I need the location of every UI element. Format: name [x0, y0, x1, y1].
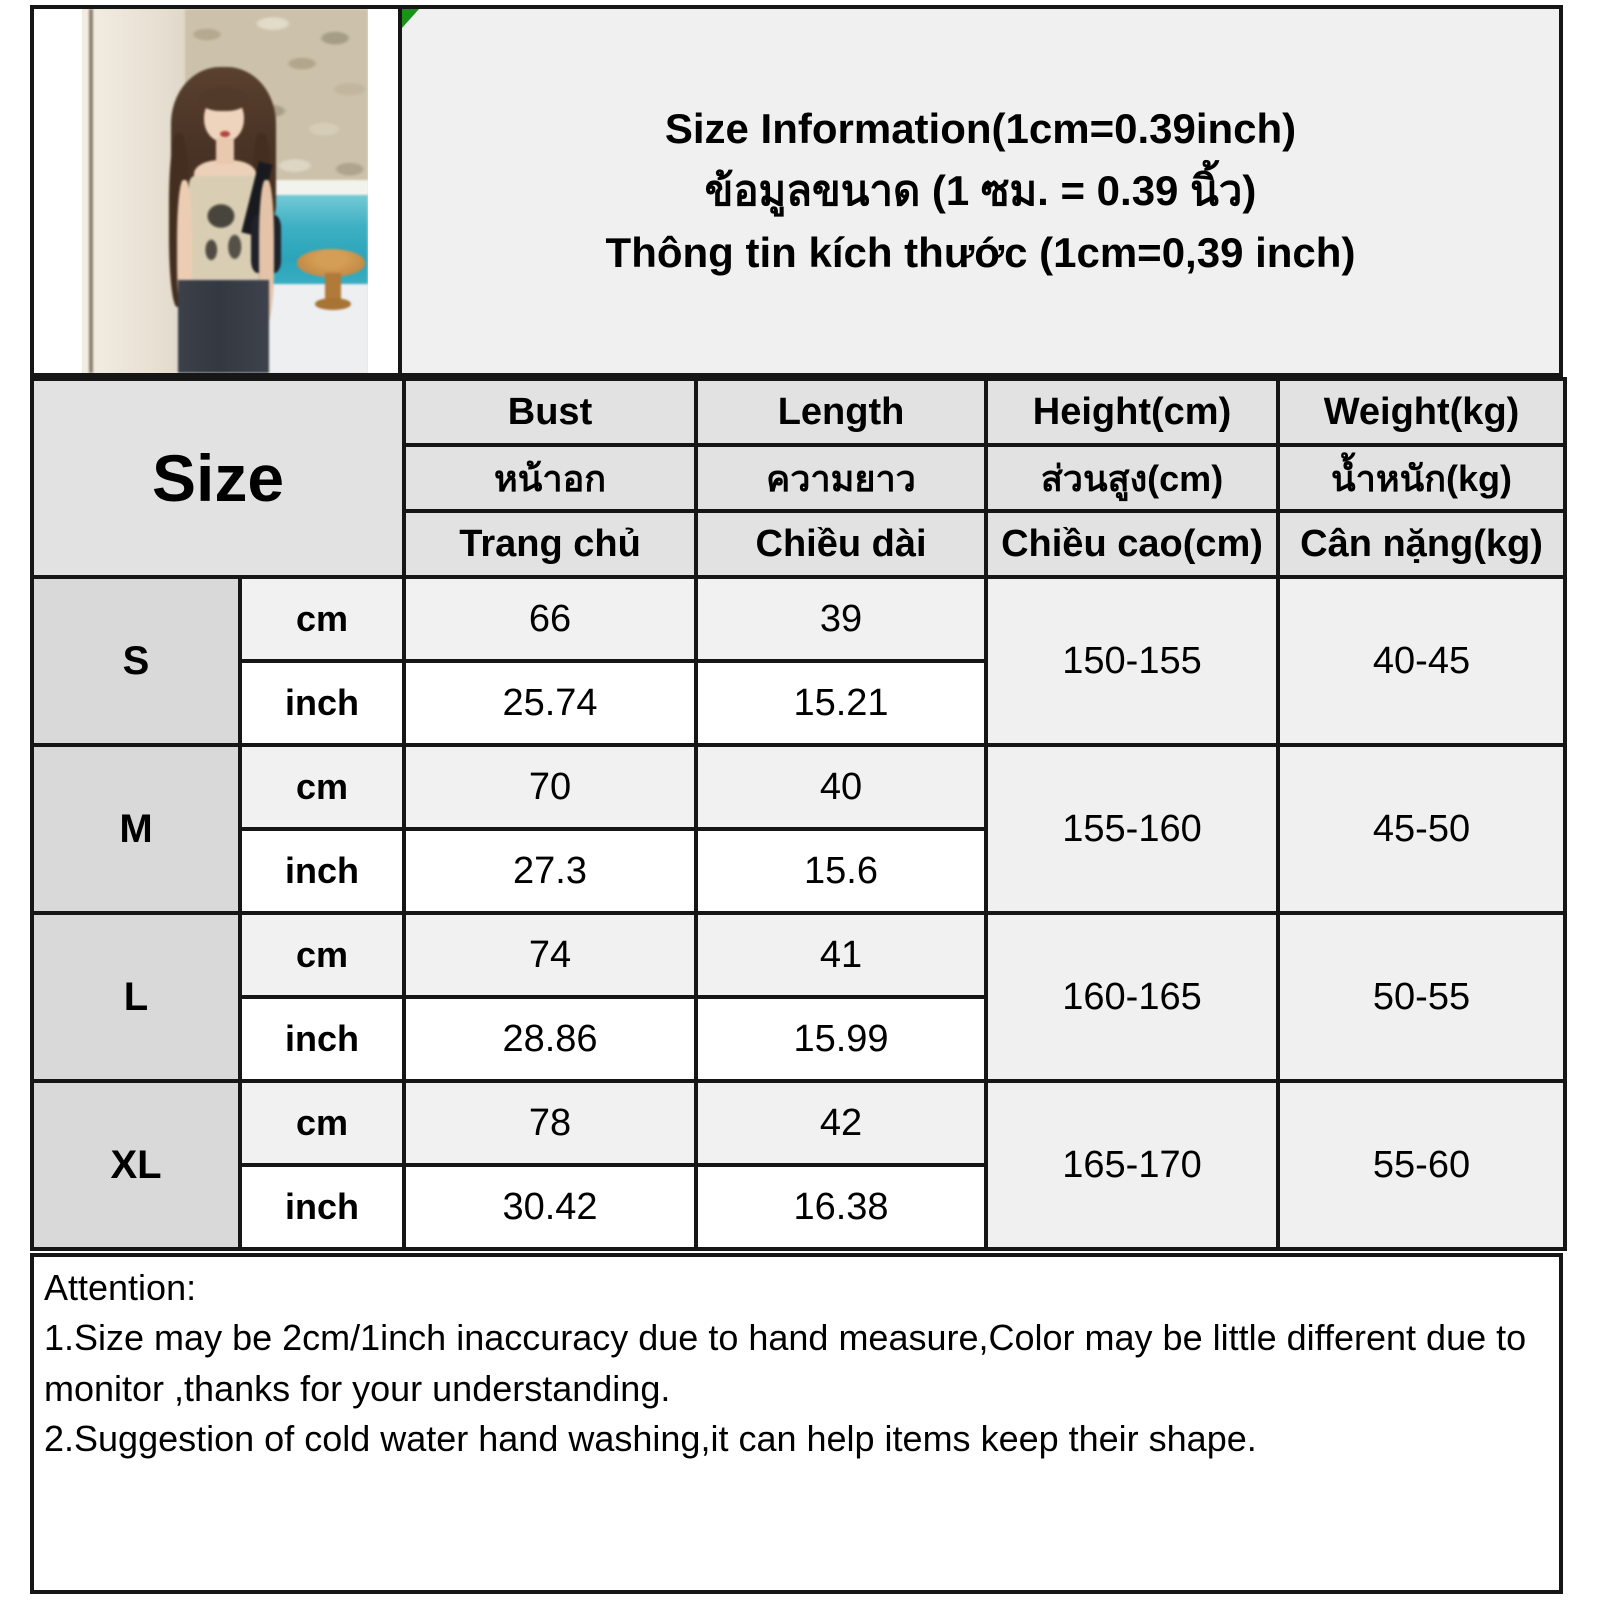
model-bangs	[199, 87, 248, 111]
cell-m-weight: 45-50	[1278, 745, 1565, 913]
header-bust-vi: Trang chủ	[404, 511, 696, 577]
photo-wall-seam	[89, 9, 93, 373]
cell-xl-height: 165-170	[986, 1081, 1278, 1249]
model-photo	[82, 9, 368, 373]
photo-side-table-base	[315, 298, 351, 310]
cell-xl-length-inch: 16.38	[696, 1165, 986, 1249]
unit-inch-m: inch	[240, 829, 404, 913]
header-row-english	[32, 379, 1565, 445]
cell-m-length-cm: 40	[696, 745, 986, 829]
cell-xl-weight: 55-60	[1278, 1081, 1565, 1249]
cell-xl-length-cm: 42	[696, 1081, 986, 1165]
unit-cm-s: cm	[240, 577, 404, 661]
cell-s-weight: 40-45	[1278, 577, 1565, 745]
cell-l-bust-inch: 28.86	[404, 997, 696, 1081]
unit-cm-l: cm	[240, 913, 404, 997]
unit-inch-s: inch	[240, 661, 404, 745]
cell-xl-bust-cm: 78	[404, 1081, 696, 1165]
header-length-en: Length	[696, 379, 986, 445]
cell-s-length-inch: 15.21	[696, 661, 986, 745]
row-s-cm	[32, 577, 1565, 661]
photo-cell	[34, 9, 402, 373]
header-weight-en: Weight(kg)	[1278, 379, 1565, 445]
header-bust-th: หน้าอก	[404, 445, 696, 511]
size-header-cell: Size	[32, 379, 404, 577]
cell-s-height: 150-155	[986, 577, 1278, 745]
header-height-en: Height(cm)	[986, 379, 1278, 445]
row-xl-cm	[32, 1081, 1565, 1165]
cell-s-bust-inch: 25.74	[404, 661, 696, 745]
header-height-th: ส่วนสูง(cm)	[986, 445, 1278, 511]
unit-inch-xl: inch	[240, 1165, 404, 1249]
title-english: Size Information(1cm=0.39inch)	[664, 105, 1297, 152]
attention-heading: Attention:	[44, 1267, 197, 1308]
unit-inch-l: inch	[240, 997, 404, 1081]
model-neck	[216, 138, 234, 163]
cell-m-height: 155-160	[986, 745, 1278, 913]
cell-xl-bust-inch: 30.42	[404, 1165, 696, 1249]
cell-s-length-cm: 39	[696, 577, 986, 661]
cell-l-weight: 50-55	[1278, 913, 1565, 1081]
title-vietnamese: Thông tin kích thước (1cm=0,39 inch)	[605, 229, 1356, 276]
header-height-vi: Chiều cao(cm)	[986, 511, 1278, 577]
size-label-l: L	[32, 913, 240, 1081]
model-photo-layers	[82, 9, 368, 373]
row-l-cm	[32, 913, 1565, 997]
cell-l-height: 160-165	[986, 913, 1278, 1081]
cell-l-bust-cm: 74	[404, 913, 696, 997]
size-label-xl: XL	[32, 1081, 240, 1249]
attention-note-2: 2.Suggestion of cold water hand washing,it can help items keep their shape.	[44, 1418, 1257, 1460]
cell-l-length-inch: 15.99	[696, 997, 986, 1081]
title-box	[402, 9, 1559, 373]
header-bust-en: Bust	[404, 379, 696, 445]
header-weight-vi: Cân nặng(kg)	[1278, 511, 1565, 577]
model-shorts	[178, 280, 270, 373]
header-length-vi: Chiều dài	[696, 511, 986, 577]
unit-cm-m: cm	[240, 745, 404, 829]
size-label-s: S	[32, 577, 240, 745]
row-m-cm	[32, 745, 1565, 829]
green-corner-flag-icon	[402, 9, 419, 28]
cell-m-bust-inch: 27.3	[404, 829, 696, 913]
cell-m-bust-cm: 70	[404, 745, 696, 829]
size-table	[30, 377, 1567, 1251]
cell-l-length-cm: 41	[696, 913, 986, 997]
header-length-th: ความยาว	[696, 445, 986, 511]
header-weight-th: น้ำหนัก(kg)	[1278, 445, 1565, 511]
tank-top-rose-print	[198, 196, 249, 272]
size-label-m: M	[32, 745, 240, 913]
attention-box	[30, 1253, 1563, 1594]
attention-note-1: 1.Size may be 2cm/1inch inaccuracy due to hand measure,Color may be little different due to monitor ,thanks for your understanding.	[44, 1317, 1527, 1409]
unit-cm-xl: cm	[240, 1081, 404, 1165]
top-section	[30, 5, 1563, 377]
cell-s-bust-cm: 66	[404, 577, 696, 661]
title-thai: ข้อมูลขนาด (1 ซม. = 0.39 นิ้ว)	[704, 167, 1257, 214]
cell-m-length-inch: 15.6	[696, 829, 986, 913]
